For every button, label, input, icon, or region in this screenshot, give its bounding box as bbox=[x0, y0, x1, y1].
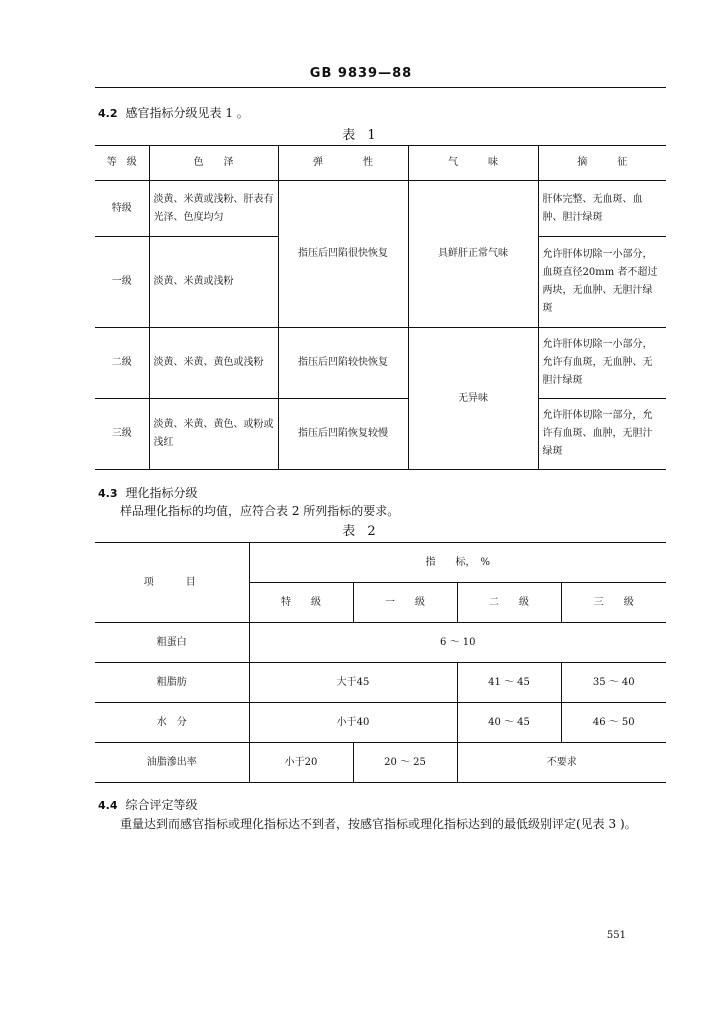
grade-third: 三级 bbox=[95, 399, 149, 470]
row-label-water: 水 分 bbox=[95, 703, 249, 743]
grade-first: 一级 bbox=[95, 237, 149, 328]
section-text: 感官指标分级见表 1 。 bbox=[125, 106, 249, 120]
grade-second: 二级 bbox=[95, 328, 149, 399]
oil-first: 20 ～ 25 bbox=[353, 743, 457, 783]
row-label-fat: 粗脂肪 bbox=[95, 663, 249, 703]
row-label-protein: 粗蛋白 bbox=[95, 623, 249, 663]
section-4-4-text: 重量达到而感官指标或理化指标达不到者，按感官指标或理化指标达到的最低级别评定(见表 3 )。 bbox=[120, 817, 637, 831]
table2-caption: 表 2 bbox=[342, 524, 380, 539]
grade-special: 特级 bbox=[95, 181, 149, 237]
header-grade-second: 二 级 bbox=[457, 583, 561, 623]
elasticity-special-first: 指压后凹陷很快恢复 bbox=[278, 181, 408, 328]
header-item: 项 目 bbox=[95, 543, 249, 623]
color-third: 淡黄、米黄、黄色、或粉或浅红 bbox=[149, 399, 278, 470]
color-first: 淡黄、米黄或浅粉 bbox=[149, 237, 278, 328]
features-first: 允许肝体切除一小部分，血斑直径20mm 者不超过两块，无血肿、无胆汁绿斑 bbox=[538, 237, 666, 328]
smell-second-third: 无异味 bbox=[408, 328, 538, 470]
page-number: 551 bbox=[606, 930, 626, 941]
table-2 bbox=[95, 542, 666, 783]
section-4-2 bbox=[98, 104, 249, 121]
color-special: 淡黄、米黄或浅粉、肝表有光泽、色度均匀 bbox=[149, 181, 278, 237]
water-second: 40 ～ 45 bbox=[457, 703, 561, 743]
oil-special: 小于20 bbox=[249, 743, 353, 783]
features-special: 肝体完整、无血斑、血肿、胆汁绿斑 bbox=[538, 181, 666, 237]
fat-special-first: 大于45 bbox=[249, 663, 457, 703]
section-4-3 bbox=[98, 484, 198, 501]
header-elasticity: 弹 性 bbox=[278, 146, 408, 181]
table-1 bbox=[95, 145, 666, 470]
oil-rest: 不要求 bbox=[457, 743, 666, 783]
header-grade-first: 一 级 bbox=[353, 583, 457, 623]
header-grade: 等 级 bbox=[95, 146, 149, 181]
fat-third: 35 ～ 40 bbox=[561, 663, 666, 703]
elasticity-third: 指压后凹陷恢复较慢 bbox=[278, 399, 408, 470]
header-grade-third: 三 级 bbox=[561, 583, 666, 623]
section-number: 4.3 bbox=[98, 487, 118, 500]
header-rule bbox=[95, 87, 666, 88]
section-title: 理化指标分级 bbox=[125, 486, 198, 500]
header-grade-special: 特 级 bbox=[249, 583, 353, 623]
section-4-4 bbox=[98, 796, 198, 813]
fat-second: 41 ～ 45 bbox=[457, 663, 561, 703]
features-second: 允许肝体切除一小部分，允许有血斑，无血肿、无胆汁绿斑 bbox=[538, 328, 666, 399]
color-second: 淡黄、米黄、黄色或浅粉 bbox=[149, 328, 278, 399]
elasticity-second: 指压后凹陷较快恢复 bbox=[278, 328, 408, 399]
water-special-first: 小于40 bbox=[249, 703, 457, 743]
section-number: 4.2 bbox=[98, 107, 118, 120]
header-index: 指 标， % bbox=[249, 543, 666, 583]
smell-special-first: 具鲜肝正常气味 bbox=[408, 181, 538, 328]
section-4-3-text: 样品理化指标的均值，应符合表 2 所列指标的要求。 bbox=[120, 504, 400, 518]
header-smell: 气 味 bbox=[408, 146, 538, 181]
features-third: 允许肝体切除一部分，允许有血斑、血肿，无胆汁绿斑 bbox=[538, 399, 666, 470]
row-label-oil: 油脂滲出率 bbox=[95, 743, 249, 783]
standard-header: GB 9839—88 bbox=[309, 66, 413, 81]
section-title: 综合评定等级 bbox=[125, 798, 198, 812]
section-number: 4.4 bbox=[98, 799, 118, 812]
header-color: 色 泽 bbox=[149, 146, 278, 181]
protein-all: 6 ～ 10 bbox=[249, 623, 666, 663]
header-features: 摘 征 bbox=[538, 146, 666, 181]
water-third: 46 ～ 50 bbox=[561, 703, 666, 743]
table1-caption: 表 1 bbox=[342, 128, 380, 143]
